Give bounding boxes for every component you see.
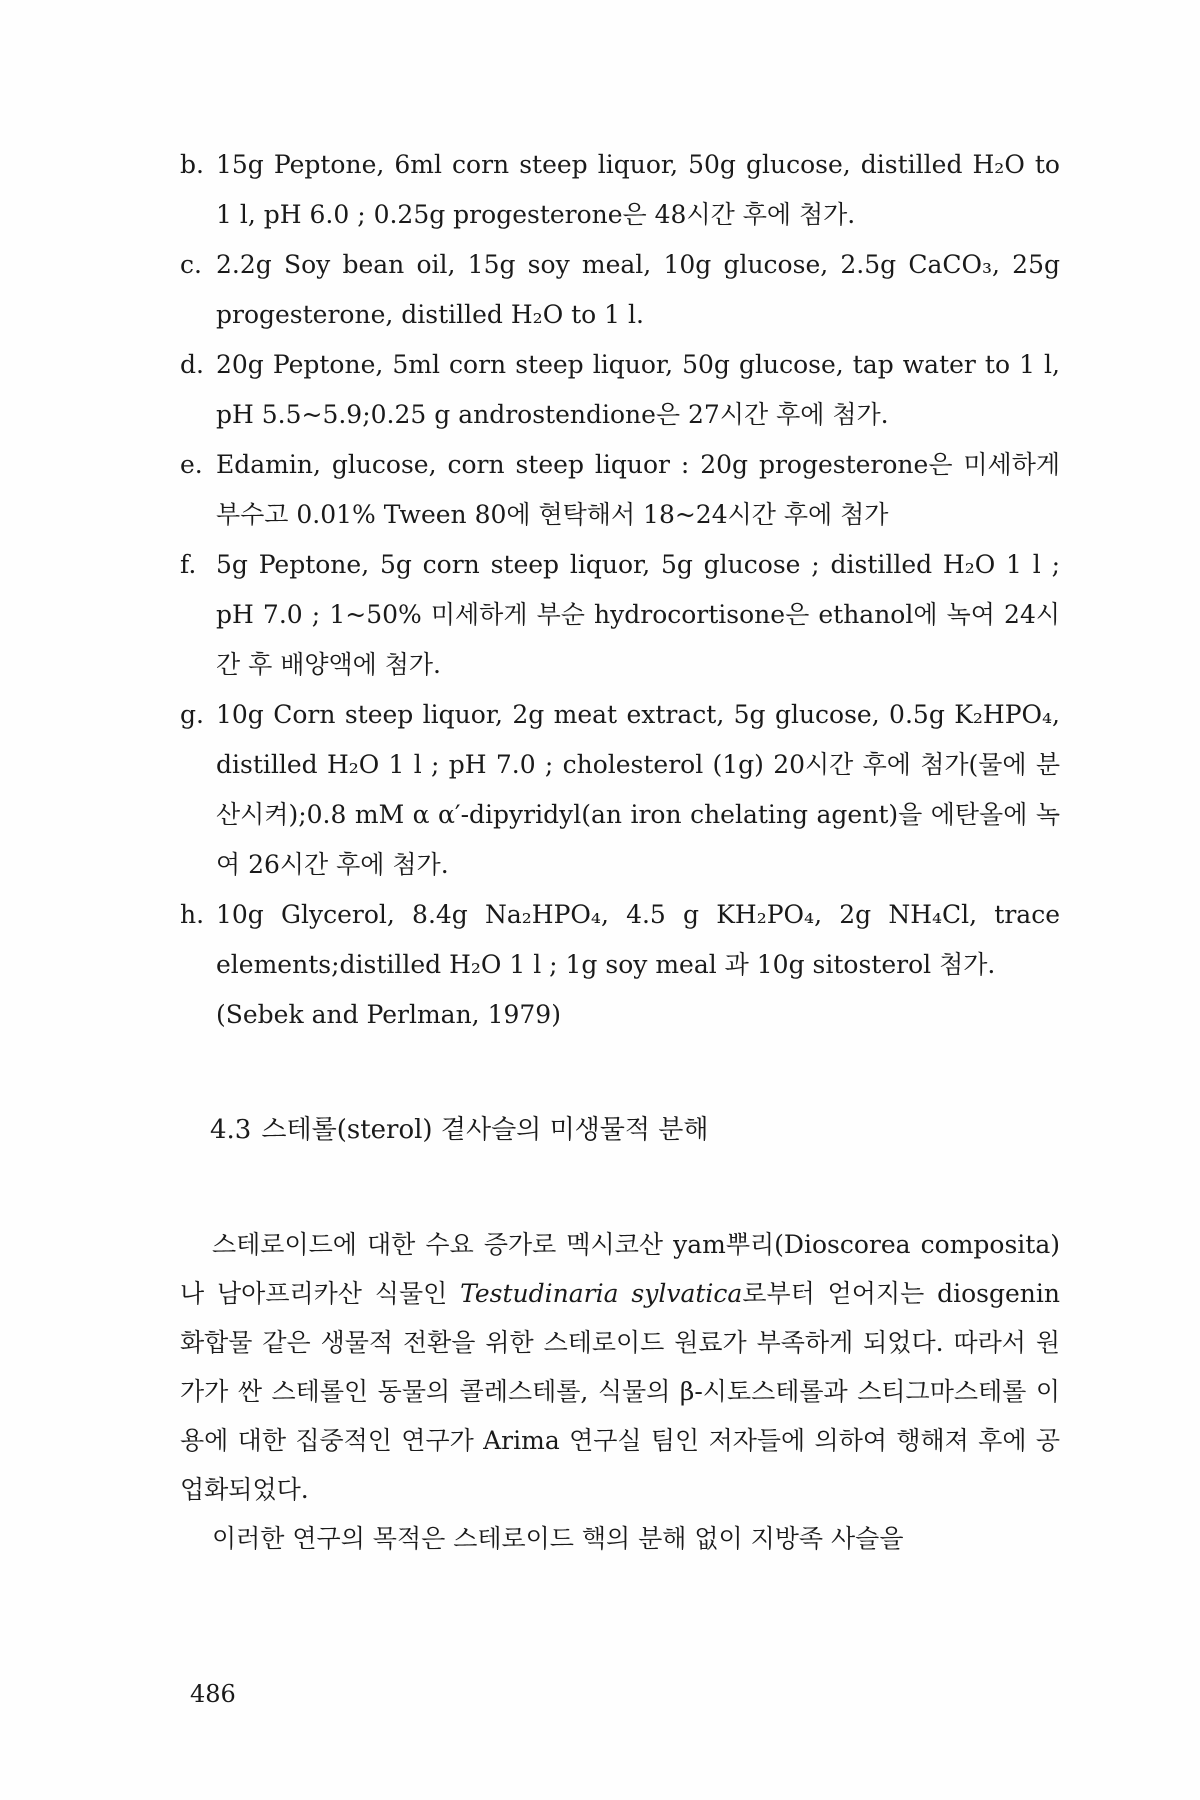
item-text: 20g Peptone, 5ml corn steep liquor, 50g glucose, tap water to 1 l, pH 5.5~5.9;0.25 g androstendione은 27시간 후에 첨가. xyxy=(216,350,1060,429)
list-item xyxy=(180,690,1060,890)
item-letter: c. xyxy=(180,250,202,279)
body-paragraph xyxy=(180,1220,1060,1514)
item-text: 10g Glycerol, 8.4g Na₂HPO₄, 4.5 g KH₂PO₄, 2g NH₄Cl, trace elements;distilled H₂O 1 l ; 1g soy meal 과 10g sitosterol 첨가. xyxy=(216,900,1060,979)
item-text: 5g Peptone, 5g corn steep liquor, 5g glucose ; distilled H₂O 1 l ; pH 7.0 ; 1~50% 미세하게 부순 hydrocortisone은 ethanol에 녹여 24시간 후 배양액에 첨가. xyxy=(216,550,1060,679)
list-item xyxy=(180,240,1060,340)
medium-list xyxy=(180,140,1060,1040)
item-letter: b. xyxy=(180,150,204,179)
list-item xyxy=(180,540,1060,690)
section-number: 4.3 xyxy=(210,1115,252,1145)
list-item xyxy=(180,140,1060,240)
section-heading xyxy=(210,1110,709,1150)
paragraph-text: 로부터 얻어지는 diosgenin 화합물 같은 생물적 전환을 위한 스테로이드 원료가 부족하게 되었다. 따라서 원가가 싼 스테롤인 동물의 콜레스테롤, 식물의 β-시토스테롤과 스티그마스테롤 이용에 대한 집중적인 연구가 Arima 연구실 팀인 저자들에 의하여 행해져 후에 공업화되었다. xyxy=(180,1279,1060,1504)
list-item xyxy=(180,440,1060,540)
item-text: 10g Corn steep liquor, 2g meat extract, 5g glucose, 0.5g K₂HPO₄, distilled H₂O 1 l ; pH 7.0 ; cholesterol (1g) 20시간 후에 첨가(물에 분산시켜);0.8 mM α α′-dipyridyl(an iron chelating agent)을 에탄올에 녹여 26시간 후에 첨가. xyxy=(216,700,1060,879)
list-item xyxy=(180,340,1060,440)
item-text: 2.2g Soy bean oil, 15g soy meal, 10g glucose, 2.5g CaCO₃, 25g progesterone, distilled H₂O to 1 l. xyxy=(216,250,1060,329)
item-letter: e. xyxy=(180,450,203,479)
item-letter: h. xyxy=(180,900,205,929)
item-letter: d. xyxy=(180,350,204,379)
paragraph-text: 스테로이드에 대한 수요 증가로 멕시코산 yam뿌리(Dioscorea composita)나 남아프리카산 식물인 xyxy=(180,1230,1060,1308)
body-paragraph: 이러한 연구의 목적은 스테로이드 핵의 분해 없이 지방족 사슬을 xyxy=(212,1524,904,1553)
list-item xyxy=(180,890,1060,990)
section-title: 스테롤(sterol) 곁사슬의 미생물적 분해 xyxy=(261,1115,709,1145)
item-letter: g. xyxy=(180,700,204,729)
page-number: 486 xyxy=(190,1680,236,1708)
item-letter: f. xyxy=(180,550,197,579)
item-text: Edamin, glucose, corn steep liquor : 20g progesterone은 미세하게 부수고 0.01% Tween 80에 현탁해서 18~24시간 후에 첨가 xyxy=(216,450,1060,529)
item-text: 15g Peptone, 6ml corn steep liquor, 50g glucose, distilled H₂O to 1 l, pH 6.0 ; 0.25g progesterone은 48시간 후에 첨가. xyxy=(216,150,1060,229)
citation: (Sebek and Perlman, 1979) xyxy=(216,1000,561,1029)
body-text xyxy=(180,1220,1060,1563)
species-name: Testudinaria sylvatica xyxy=(460,1279,743,1308)
